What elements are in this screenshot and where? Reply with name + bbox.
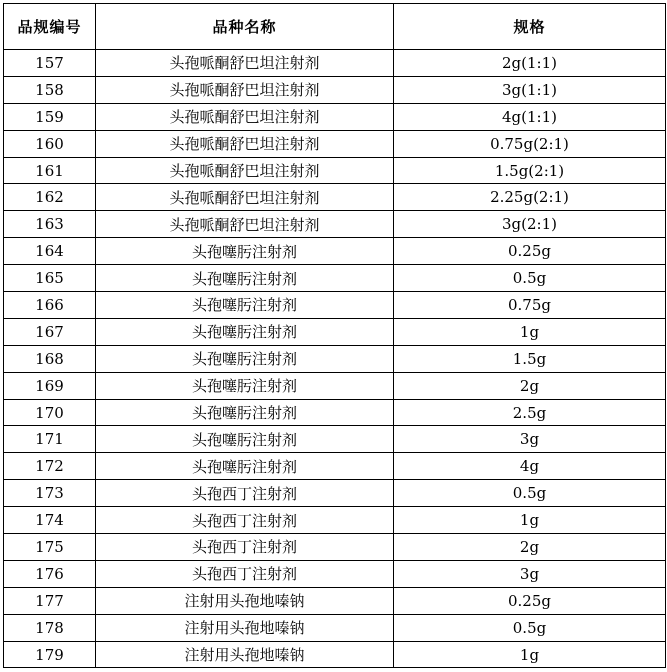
drug-name-cell: 头孢哌酮舒巴坦注射剂 [96,130,394,157]
specification-cell: 1g [394,641,666,668]
drug-name-cell: 头孢噻肟注射剂 [96,372,394,399]
spec-number-cell: 167 [4,318,96,345]
specification-cell: 0.25g [394,238,666,265]
specification-cell: 1g [394,318,666,345]
specification-cell: 1.5g(2:1) [394,157,666,184]
table-row [4,292,666,319]
spec-number-cell: 177 [4,587,96,614]
drug-name-cell: 注射用头孢地嗪钠 [96,587,394,614]
drug-name-cell: 头孢噻肟注射剂 [96,453,394,480]
spec-number-cell: 164 [4,238,96,265]
specification-cell: 2g [394,372,666,399]
table-header [4,4,666,50]
drug-name-cell: 头孢噻肟注射剂 [96,345,394,372]
drug-name-cell: 头孢噻肟注射剂 [96,318,394,345]
table-row [4,103,666,130]
header-drug-name: 品种名称 [96,4,394,50]
spec-number-cell: 174 [4,507,96,534]
specification-cell: 3g [394,426,666,453]
drug-name-cell: 头孢西丁注射剂 [96,560,394,587]
table-row [4,265,666,292]
spec-number-cell: 172 [4,453,96,480]
spec-number-cell: 162 [4,184,96,211]
table-row [4,345,666,372]
spec-number-cell: 179 [4,641,96,668]
spec-number-cell: 160 [4,130,96,157]
specification-cell: 3g(1:1) [394,76,666,103]
specification-cell: 2.25g(2:1) [394,184,666,211]
drug-name-cell: 头孢哌酮舒巴坦注射剂 [96,157,394,184]
spec-number-cell: 175 [4,534,96,561]
spec-number-cell: 178 [4,614,96,641]
spec-number-cell: 159 [4,103,96,130]
drug-name-cell: 头孢西丁注射剂 [96,507,394,534]
drug-name-cell: 头孢哌酮舒巴坦注射剂 [96,50,394,77]
specification-cell: 2g(1:1) [394,50,666,77]
header-spec-number: 品规编号 [4,4,96,50]
spec-number-cell: 165 [4,265,96,292]
table-row [4,372,666,399]
spec-number-cell: 173 [4,480,96,507]
specification-cell: 4g [394,453,666,480]
drug-name-cell: 头孢噻肟注射剂 [96,265,394,292]
drug-name-cell: 头孢西丁注射剂 [96,534,394,561]
drug-name-cell: 注射用头孢地嗪钠 [96,614,394,641]
drug-name-cell: 头孢哌酮舒巴坦注射剂 [96,76,394,103]
drug-name-cell: 头孢哌酮舒巴坦注射剂 [96,184,394,211]
specification-cell: 0.25g [394,587,666,614]
table-row [4,426,666,453]
drug-name-cell: 头孢噻肟注射剂 [96,292,394,319]
table-row [4,50,666,77]
drug-name-cell: 注射用头孢地嗪钠 [96,641,394,668]
drug-name-cell: 头孢哌酮舒巴坦注射剂 [96,103,394,130]
header-specification: 规格 [394,4,666,50]
spec-number-cell: 176 [4,560,96,587]
specification-cell: 0.75g [394,292,666,319]
table-row [4,560,666,587]
spec-number-cell: 161 [4,157,96,184]
table-row [4,211,666,238]
table-row [4,614,666,641]
spec-number-cell: 169 [4,372,96,399]
spec-number-cell: 166 [4,292,96,319]
specification-cell: 2g [394,534,666,561]
table-row [4,157,666,184]
table-row [4,453,666,480]
specification-cell: 0.75g(2:1) [394,130,666,157]
drug-name-cell: 头孢噻肟注射剂 [96,426,394,453]
header-row [4,4,666,50]
table-row [4,399,666,426]
table-row [4,480,666,507]
drug-spec-table [3,3,666,668]
specification-cell: 3g [394,560,666,587]
specification-cell: 2.5g [394,399,666,426]
table-row [4,130,666,157]
drug-name-cell: 头孢噻肟注射剂 [96,399,394,426]
spec-number-cell: 168 [4,345,96,372]
table-row [4,507,666,534]
table-row [4,238,666,265]
drug-name-cell: 头孢哌酮舒巴坦注射剂 [96,211,394,238]
specification-cell: 1.5g [394,345,666,372]
spec-number-cell: 157 [4,50,96,77]
spec-number-cell: 171 [4,426,96,453]
table-body [4,50,666,668]
specification-cell: 0.5g [394,614,666,641]
drug-name-cell: 头孢噻肟注射剂 [96,238,394,265]
table-row [4,587,666,614]
table-row [4,318,666,345]
table-row [4,76,666,103]
specification-cell: 0.5g [394,265,666,292]
specification-cell: 1g [394,507,666,534]
spec-number-cell: 158 [4,76,96,103]
specification-cell: 3g(2:1) [394,211,666,238]
table-row [4,534,666,561]
specification-cell: 0.5g [394,480,666,507]
spec-number-cell: 170 [4,399,96,426]
specification-cell: 4g(1:1) [394,103,666,130]
table-row [4,184,666,211]
table-row [4,641,666,668]
drug-name-cell: 头孢西丁注射剂 [96,480,394,507]
spec-number-cell: 163 [4,211,96,238]
